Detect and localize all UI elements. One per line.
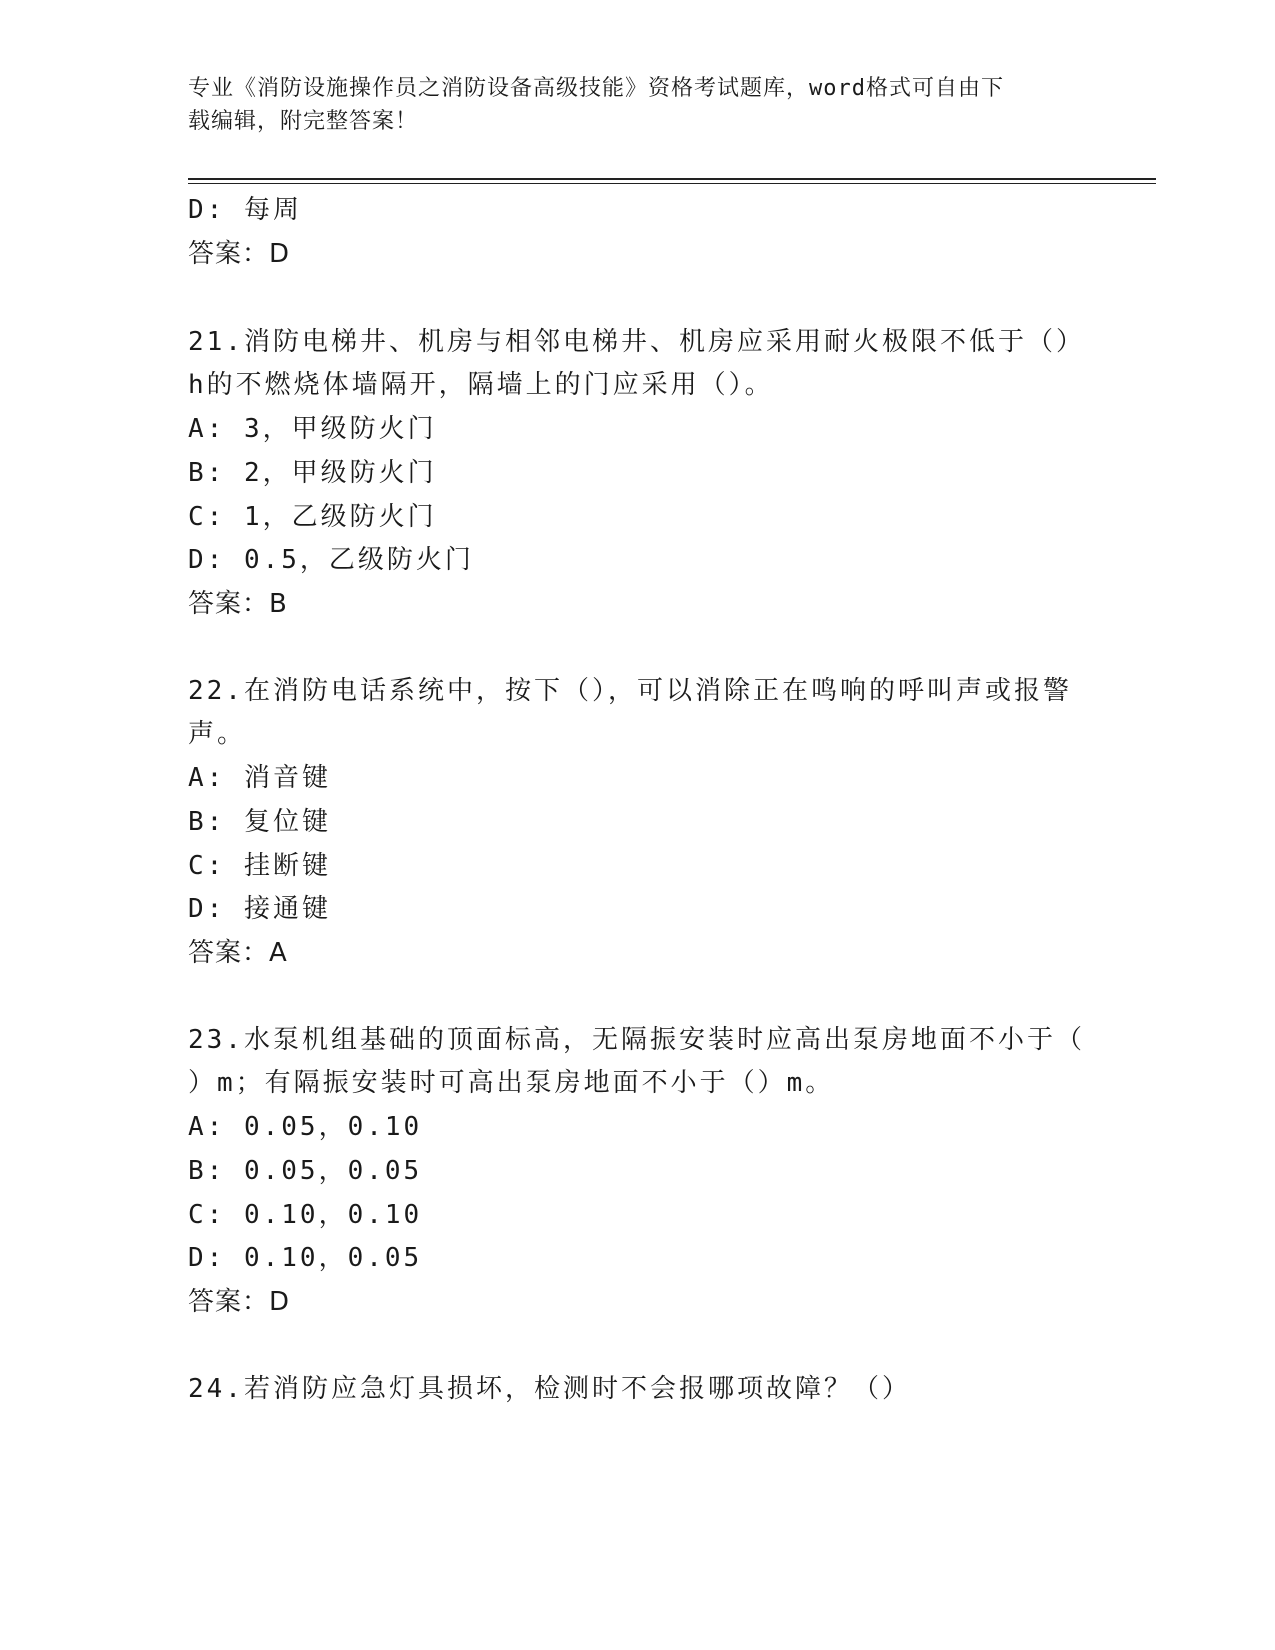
q23-option-d: D: 0.10，0.05: [188, 1243, 423, 1273]
q23-stem-line-2: ）m；有隔振安装时可高出泵房地面不小于（）m。: [188, 1068, 835, 1098]
q22-option-b: B: 复位键: [188, 807, 331, 837]
document-header: [188, 72, 1088, 138]
header-divider-thick: [188, 178, 1156, 180]
q22-option-d: D: 接通键: [188, 894, 331, 924]
header-line-1: 专业《消防设施操作员之消防设备高级技能》资格考试题库，word格式可自由下: [188, 76, 1004, 101]
q21-stem-line-1: 21.消防电梯井、机房与相邻电梯井、机房应采用耐火极限不低于（）: [188, 327, 1085, 357]
q22-answer: 答案：A: [188, 938, 288, 968]
q21-answer: 答案：B: [188, 589, 288, 619]
q23-answer: 答案：D: [188, 1287, 291, 1317]
q21-stem-line-2: h的不燃烧体墙隔开，隔墙上的门应采用（）。: [188, 370, 774, 400]
q23-option-c: C: 0.10，0.10: [188, 1200, 423, 1230]
prev-answer: 答案：D: [188, 239, 291, 269]
header-divider-thin: [188, 183, 1156, 184]
q23-stem-line-1: 23.水泵机组基础的顶面标高，无隔振安装时应高出泵房地面不小于（: [188, 1025, 1085, 1055]
q21-option-c: C: 1，乙级防火门: [188, 502, 437, 532]
q21-option-d: D: 0.5，乙级防火门: [188, 545, 474, 575]
q22-option-c: C: 挂断键: [188, 851, 331, 881]
q21-option-b: B: 2，甲级防火门: [188, 458, 437, 488]
q22-stem-line-1: 22.在消防电话系统中，按下（），可以消除正在鸣响的呼叫声或报警: [188, 676, 1072, 706]
q23-option-a: A: 0.05，0.10: [188, 1112, 423, 1142]
q23-option-b: B: 0.05，0.05: [188, 1156, 423, 1186]
q22-stem-line-2: 声。: [188, 719, 247, 749]
q21-option-a: A: 3，甲级防火门: [188, 414, 437, 444]
q22-option-a: A: 消音键: [188, 763, 331, 793]
q24-stem-line-1: 24.若消防应急灯具损坏，检测时不会报哪项故障？（）: [188, 1374, 911, 1404]
prev-option-d: D: 每周: [188, 195, 302, 225]
header-line-2: 载编辑，附完整答案！: [188, 109, 419, 134]
